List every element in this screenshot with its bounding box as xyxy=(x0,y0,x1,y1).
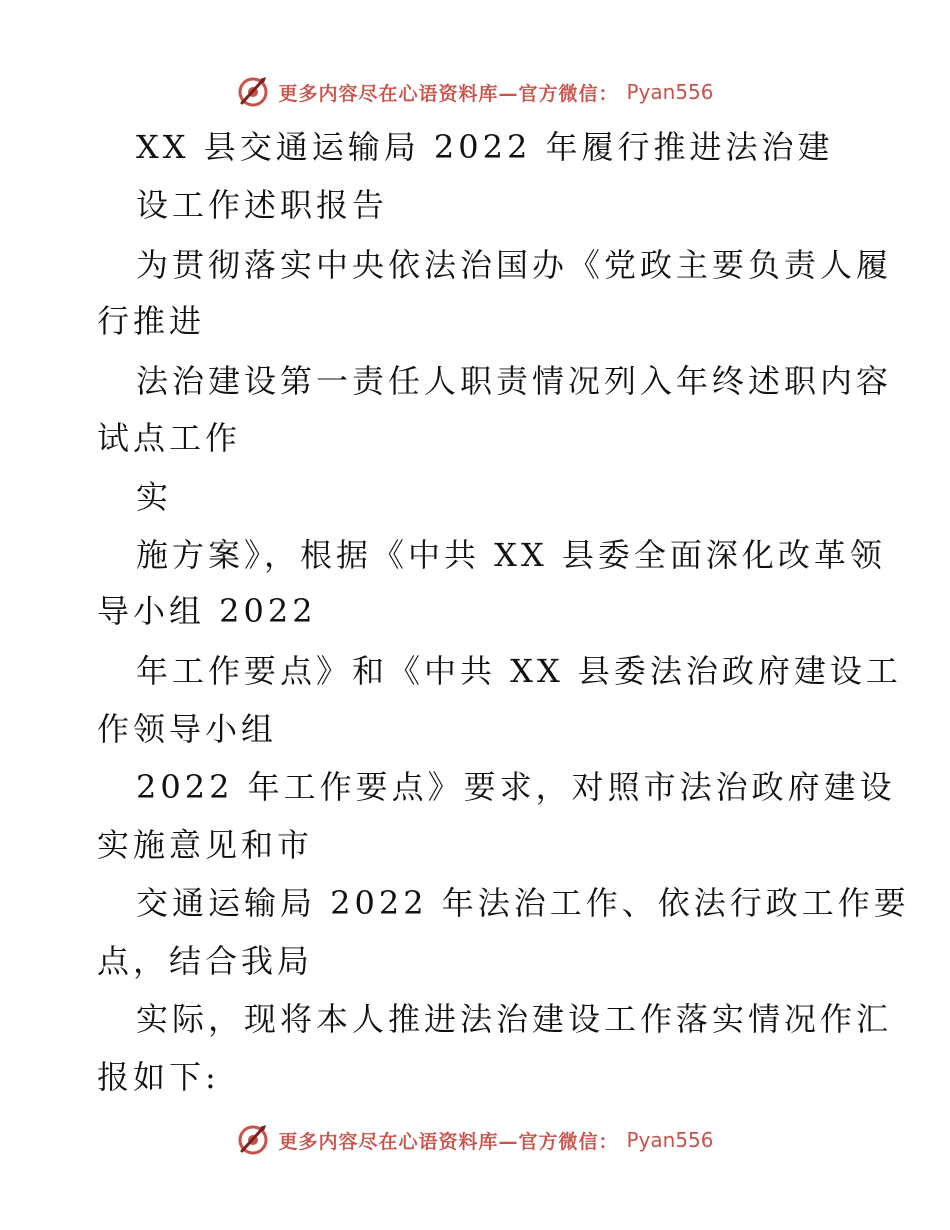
watermark-logo-icon xyxy=(236,1123,270,1157)
watermark-text: 更多内容尽在心语资料库—官方微信： xyxy=(278,1130,619,1153)
paragraph-line: 导小组 2022 xyxy=(97,592,317,630)
watermark-wechat-id: Pyan556 xyxy=(626,1128,714,1152)
document-title-line-2: 设工作述职报告 xyxy=(136,186,389,224)
paragraph-line: 实施意见和市 xyxy=(97,826,314,864)
paragraph-line: 作领导小组 xyxy=(97,710,278,748)
footer-watermark xyxy=(0,1120,950,1160)
paragraph-line: 试点工作 xyxy=(97,419,242,457)
watermark-logo-icon xyxy=(236,75,270,109)
paragraph-line: 为贯彻落实中央依法治国办《党政主要负责人履 xyxy=(136,246,893,284)
paragraph-line: 年工作要点》和《中共 XX 县委法治政府建设工 xyxy=(136,652,902,690)
paragraph-line: 施方案》，根据《中共 XX 县委全面深化改革领 xyxy=(136,536,886,574)
paragraph-line: 2022 年工作要点》要求，对照市法治政府建设 xyxy=(136,768,896,806)
document-title-line-1: XX 县交通运输局 2022 年履行推进法治建 xyxy=(136,128,834,166)
paragraph-line: 点，结合我局 xyxy=(97,942,314,980)
paragraph-line: 报如下: xyxy=(97,1058,220,1096)
watermark-text: 更多内容尽在心语资料库—官方微信： xyxy=(278,82,619,105)
header-watermark xyxy=(0,72,950,112)
watermark-wechat-id: Pyan556 xyxy=(626,80,714,104)
paragraph-line: 法治建设第一责任人职责情况列入年终述职内容 xyxy=(136,362,893,400)
paragraph-line: 实际，现将本人推进法治建设工作落实情况作汇 xyxy=(136,1000,893,1038)
paragraph-line: 实 xyxy=(136,478,173,516)
paragraph-line: 交通运输局 2022 年法治工作、依法行政工作要 xyxy=(136,884,910,922)
paragraph-line: 行推进 xyxy=(97,302,206,340)
